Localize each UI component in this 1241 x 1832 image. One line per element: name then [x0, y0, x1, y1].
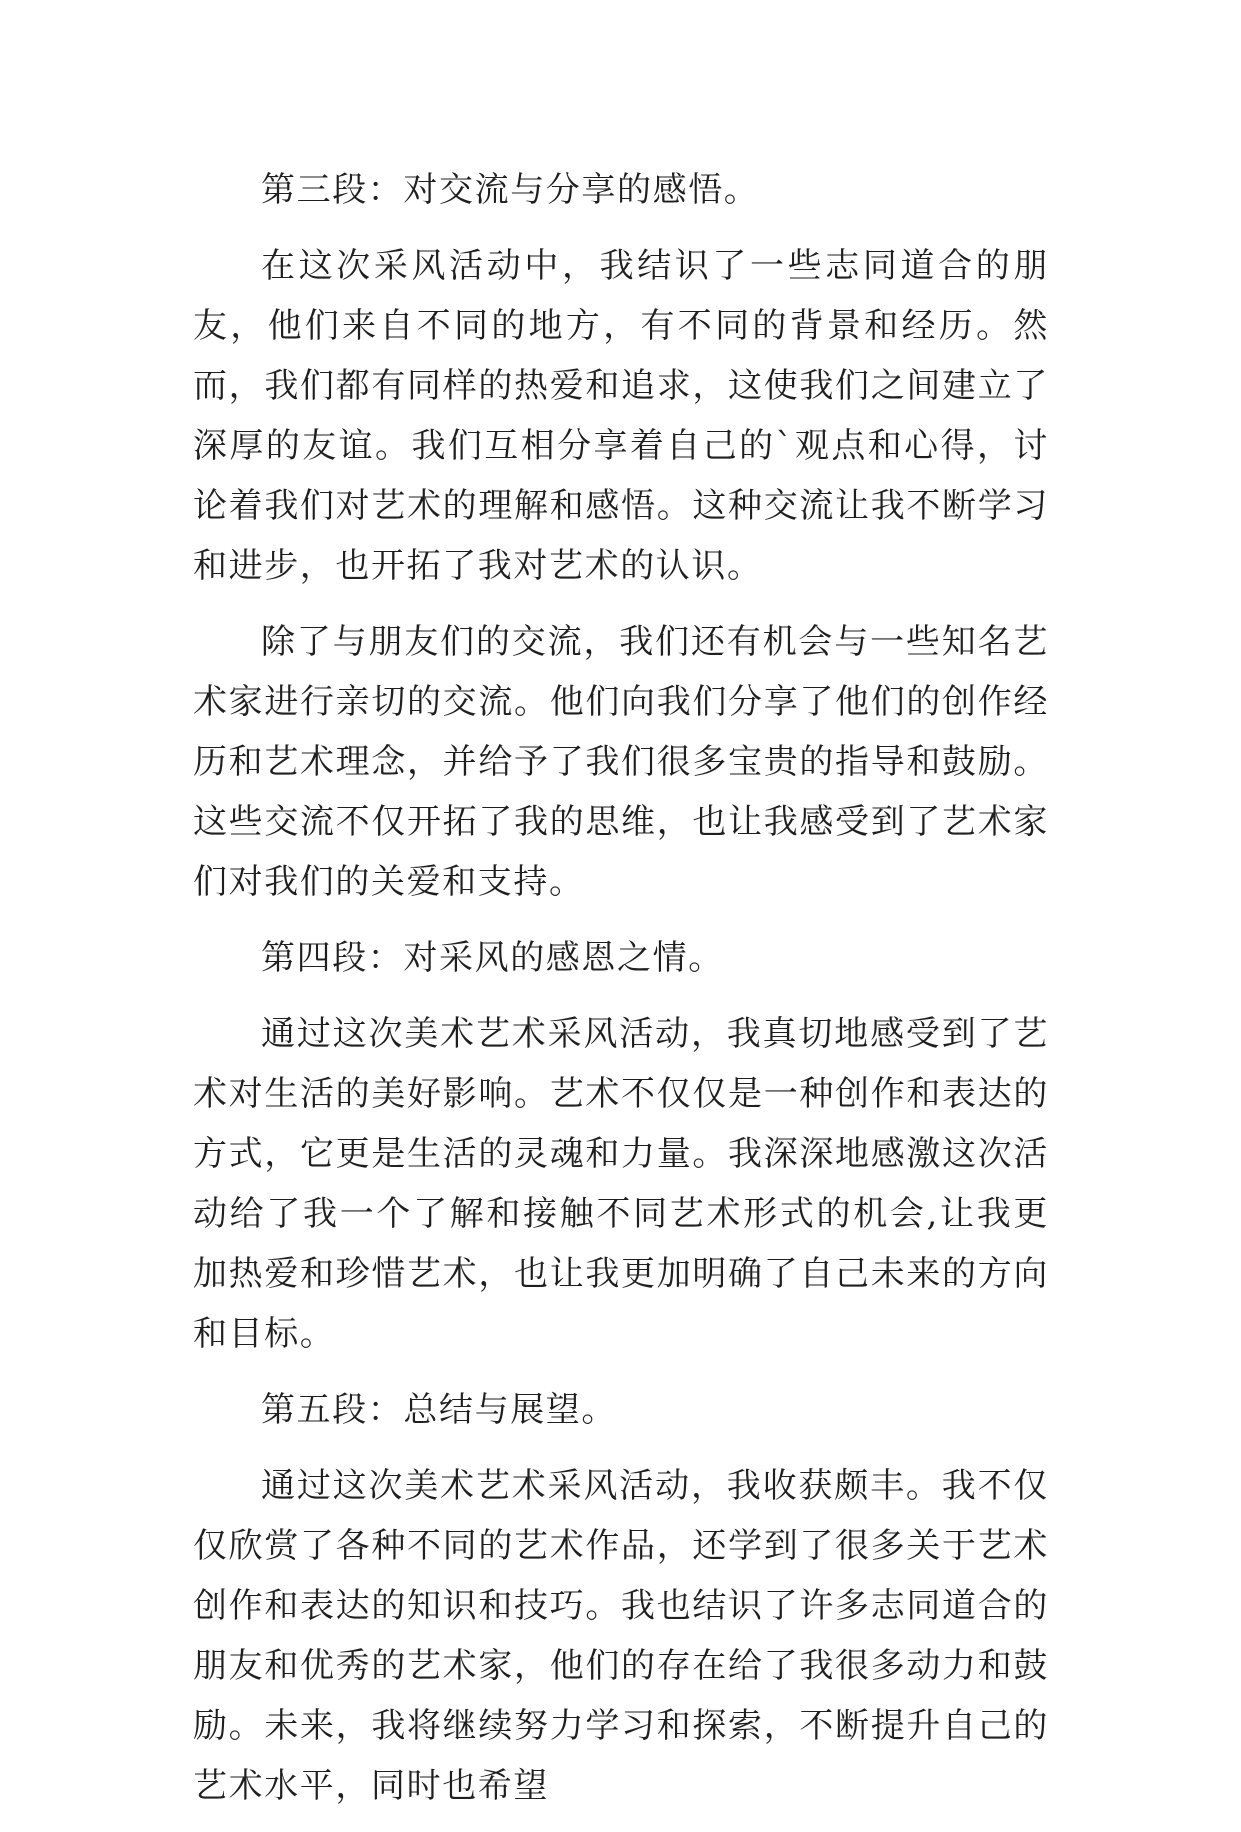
paragraph: 通过这次美术艺术采风活动，我真切地感受到了艺术对生活的美好影响。艺术不仅仅是一种创作和表达的方式，它更是生活的灵魂和力量。我深深地感激这次活动给了我一个了解和接触不同艺术形式的机会,让我更加热爱和珍惜艺术，也让我更加明确了自己未来的方向和目标。	[193, 1014, 1049, 1354]
section-heading-3: 第三段：对交流与分享的感悟。	[261, 170, 760, 210]
paragraph: 通过这次美术艺术采风活动，我收获颇丰。我不仅仅欣赏了各种不同的艺术作品，还学到了很多关于艺术创作和表达的知识和技巧。我也结识了许多志同道合的朋友和优秀的艺术家，他们的存在给了我很多动力和鼓励。未来，我将继续努力学习和探索，不断提升自己的艺术水平，同时也希望	[193, 1466, 1049, 1806]
section-heading-5: 第五段：总结与展望。	[261, 1390, 617, 1430]
paragraph: 在这次采风活动中，我结识了一些志同道合的朋友，他们来自不同的地方，有不同的背景和经历。然而，我们都有同样的热爱和追求，这使我们之间建立了深厚的友谊。我们互相分享着自己的`观点和心得，讨论着我们对艺术的理解和感悟。这种交流让我不断学习和进步，也开拓了我对艺术的认识。	[193, 246, 1049, 586]
section-heading-4: 第四段：对采风的感恩之情。	[261, 938, 724, 978]
document-body	[193, 160, 1049, 1832]
paragraph: 除了与朋友们的交流，我们还有机会与一些知名艺术家进行亲切的交流。他们向我们分享了他们的创作经历和艺术理念，并给予了我们很多宝贵的指导和鼓励。这些交流不仅开拓了我的思维，也让我感受到了艺术家们对我们的关爱和支持。	[193, 622, 1049, 902]
